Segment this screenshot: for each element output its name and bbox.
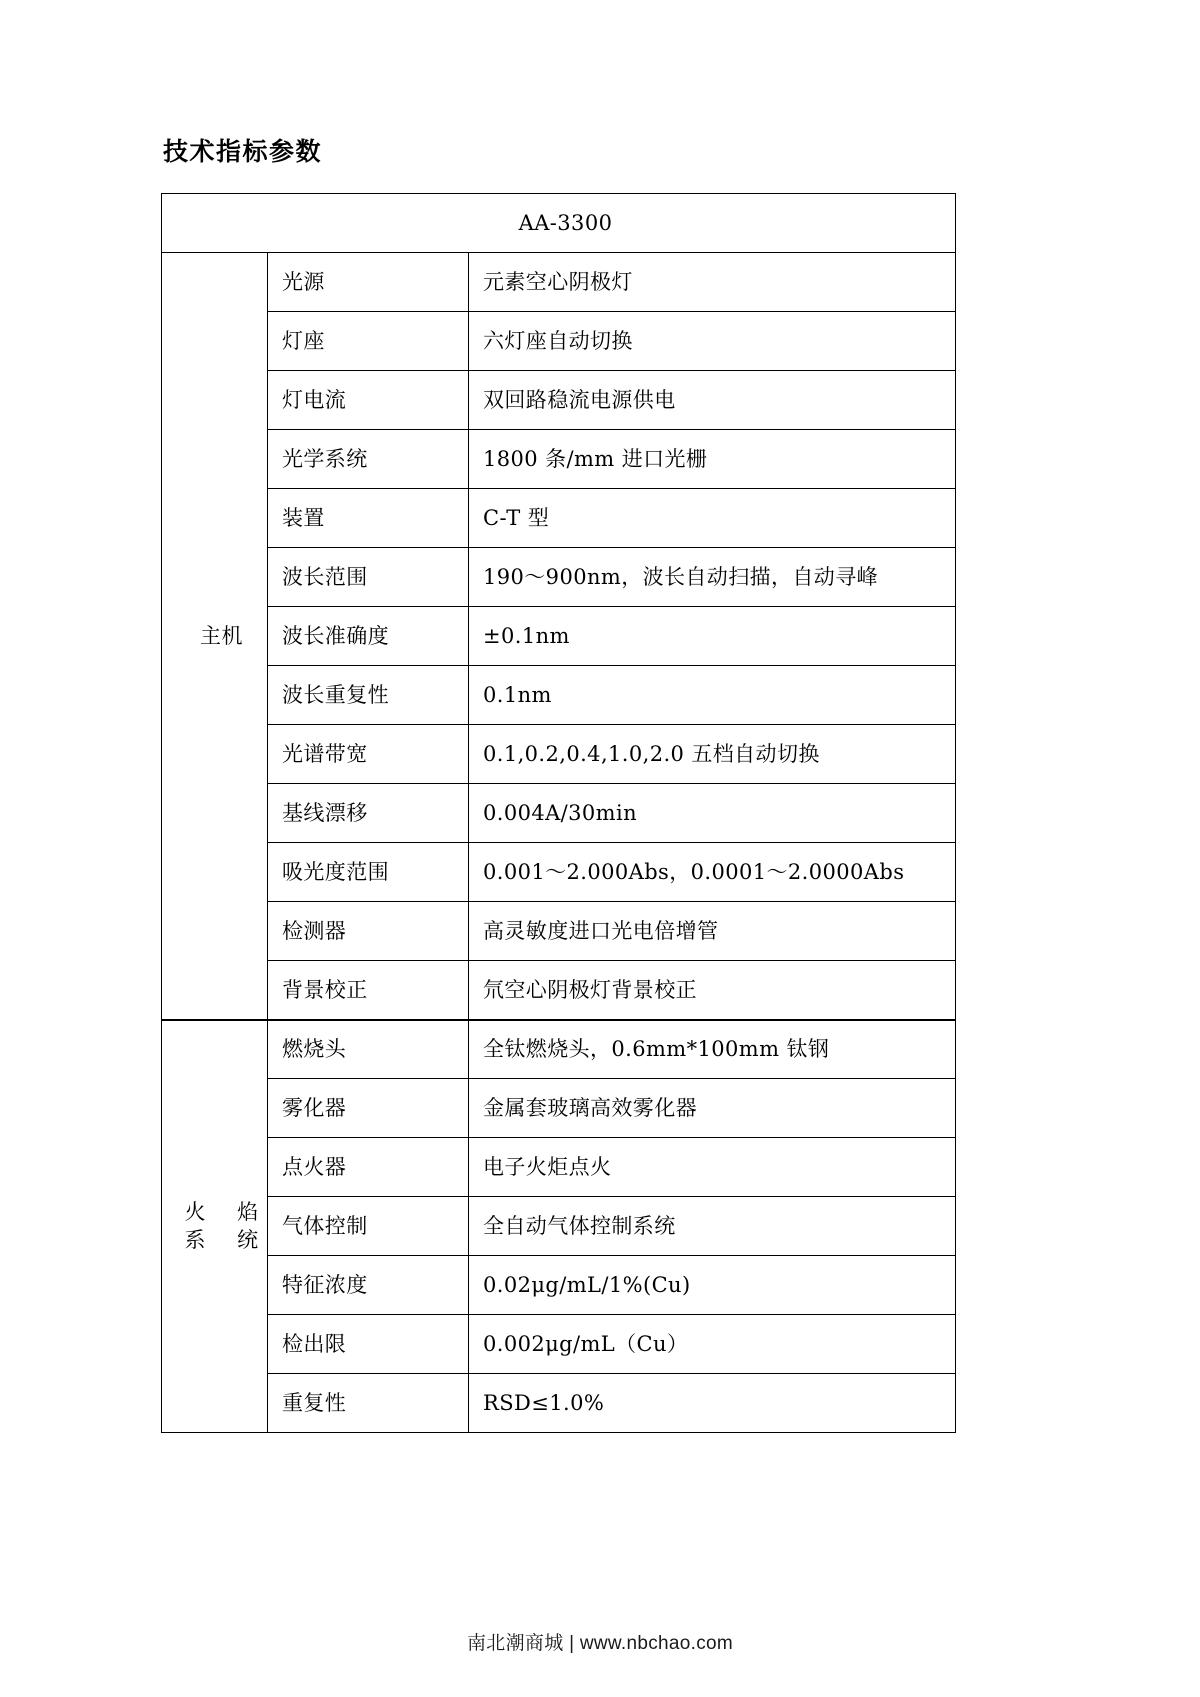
table-row <box>162 312 956 371</box>
parameter-name-cell: 点火器 <box>268 1138 469 1197</box>
table-row <box>162 961 956 1020</box>
table-row <box>162 902 956 961</box>
parameter-value-cell: ±0.1nm <box>469 607 956 666</box>
section-label-cell <box>162 253 268 1020</box>
page-title: 技术指标参数 <box>163 137 323 166</box>
technical-specifications-table <box>161 193 956 1433</box>
table-row <box>162 430 956 489</box>
section-label-line: 系统 <box>184 1228 259 1253</box>
parameter-name-cell: 基线漂移 <box>268 784 469 843</box>
parameter-name-cell: 气体控制 <box>268 1197 469 1256</box>
table-row <box>162 784 956 843</box>
parameter-value-cell: 0.02μg/mL/1%(Cu) <box>469 1256 956 1315</box>
parameter-name-cell: 灯座 <box>268 312 469 371</box>
parameter-name-cell: 灯电流 <box>268 371 469 430</box>
parameter-value-cell: RSD≤1.0% <box>469 1374 956 1433</box>
spec-table-body <box>162 194 956 1433</box>
parameter-name-cell: 检测器 <box>268 902 469 961</box>
table-row <box>162 1374 956 1433</box>
table-row <box>162 253 956 312</box>
parameter-value-cell: 氘空心阴极灯背景校正 <box>469 961 956 1020</box>
parameter-value-cell: 0.004A/30min <box>469 784 956 843</box>
table-row <box>162 1315 956 1374</box>
parameter-value-cell: 全自动气体控制系统 <box>469 1197 956 1256</box>
parameter-name-cell: 雾化器 <box>268 1079 469 1138</box>
table-row <box>162 489 956 548</box>
parameter-value-cell: 0.001～2.000Abs，0.0001～2.0000Abs <box>469 843 956 902</box>
table-row <box>162 1138 956 1197</box>
section-label-line: 主机 <box>200 623 243 648</box>
table-row <box>162 1020 956 1079</box>
parameter-name-cell: 重复性 <box>268 1374 469 1433</box>
parameter-name-cell: 波长重复性 <box>268 666 469 725</box>
table-row <box>162 1079 956 1138</box>
parameter-value-cell: 0.1,0.2,0.4,1.0,2.0 五档自动切换 <box>469 725 956 784</box>
parameter-value-cell: C-T 型 <box>469 489 956 548</box>
table-row <box>162 666 956 725</box>
parameter-name-cell: 光学系统 <box>268 430 469 489</box>
table-row <box>162 1256 956 1315</box>
parameter-value-cell: 电子火炬点火 <box>469 1138 956 1197</box>
parameter-name-cell: 特征浓度 <box>268 1256 469 1315</box>
parameter-value-cell: 全钛燃烧头，0.6mm*100mm 钛钢 <box>469 1020 956 1079</box>
parameter-name-cell: 光源 <box>268 253 469 312</box>
section-label-cell <box>162 1020 268 1433</box>
parameter-name-cell: 检出限 <box>268 1315 469 1374</box>
parameter-name-cell: 光谱带宽 <box>268 725 469 784</box>
table-row <box>162 1197 956 1256</box>
table-row <box>162 548 956 607</box>
parameter-name-cell: 燃烧头 <box>268 1020 469 1079</box>
page-footer: 南北潮商城 | www.nbchao.com <box>467 1633 733 1654</box>
parameter-value-cell: 0.1nm <box>469 666 956 725</box>
model-name-cell: AA-3300 <box>162 194 956 253</box>
table-row <box>162 725 956 784</box>
parameter-value-cell: 双回路稳流电源供电 <box>469 371 956 430</box>
model-header-row <box>162 194 956 253</box>
section-label-line: 火焰 <box>184 1200 259 1225</box>
parameter-value-cell: 1800 条/mm 进口光栅 <box>469 430 956 489</box>
parameter-name-cell: 波长准确度 <box>268 607 469 666</box>
parameter-value-cell: 元素空心阴极灯 <box>469 253 956 312</box>
parameter-name-cell: 吸光度范围 <box>268 843 469 902</box>
spec-table-container <box>161 193 955 1433</box>
table-row <box>162 843 956 902</box>
parameter-name-cell: 装置 <box>268 489 469 548</box>
parameter-value-cell: 六灯座自动切换 <box>469 312 956 371</box>
parameter-value-cell: 高灵敏度进口光电倍增管 <box>469 902 956 961</box>
parameter-value-cell: 金属套玻璃高效雾化器 <box>469 1079 956 1138</box>
parameter-value-cell: 190～900nm，波长自动扫描，自动寻峰 <box>469 548 956 607</box>
table-row <box>162 607 956 666</box>
parameter-value-cell: 0.002μg/mL（Cu） <box>469 1315 956 1374</box>
table-row <box>162 371 956 430</box>
parameter-name-cell: 波长范围 <box>268 548 469 607</box>
parameter-name-cell: 背景校正 <box>268 961 469 1020</box>
